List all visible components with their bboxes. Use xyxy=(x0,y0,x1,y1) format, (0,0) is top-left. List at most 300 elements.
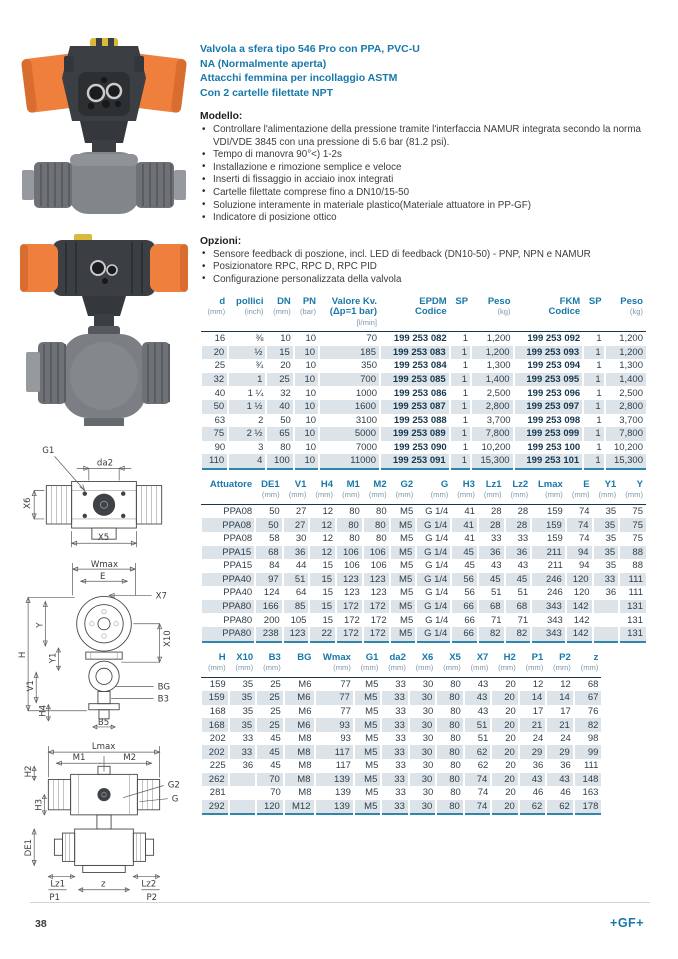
cell: 51 xyxy=(490,587,502,599)
cell: 43 xyxy=(546,773,573,787)
cell: 199 253 085 xyxy=(380,373,450,387)
cell: 131 xyxy=(619,627,646,642)
column-header: G2 (mm) xyxy=(395,478,414,500)
cell: 292 xyxy=(201,800,229,815)
cell: 41 xyxy=(464,506,475,517)
table-row xyxy=(201,454,646,469)
column-header: Lmax (mm) xyxy=(537,478,563,500)
cell: 12 xyxy=(532,678,544,690)
cell: 46 xyxy=(560,787,571,799)
cell: 172 xyxy=(343,614,360,626)
cell: 33 xyxy=(517,533,529,545)
cell: 202 xyxy=(209,733,226,745)
cell: 131 xyxy=(627,614,643,626)
cell: 100 xyxy=(266,454,293,469)
valve-dimension-table xyxy=(200,653,601,816)
table-row xyxy=(201,586,646,600)
table-row xyxy=(201,414,646,428)
cell: PPA40 xyxy=(201,573,255,587)
title-line-1: Valvola a sfera tipo 546 Pro con PPA, PVC-U xyxy=(200,43,420,55)
dimension-drawing-top-view xyxy=(18,438,190,551)
cell: 117 xyxy=(335,760,351,772)
cell: M6 xyxy=(284,691,315,705)
cell: 82 xyxy=(505,627,532,642)
cell: 84 xyxy=(269,560,280,572)
cell: M5 xyxy=(365,678,379,690)
cell: 58 xyxy=(269,533,280,545)
cell: 105 xyxy=(290,614,307,626)
cell: 80 xyxy=(363,518,390,532)
cell: 45 xyxy=(270,760,281,772)
content-column xyxy=(200,42,646,815)
cell: 172 xyxy=(363,627,390,642)
cell: 40 xyxy=(266,400,293,414)
cell: 10 xyxy=(294,373,319,387)
cell: 51 xyxy=(477,733,489,745)
cell: 1 xyxy=(450,373,471,387)
cell: 74 xyxy=(477,787,489,799)
cell: 1 xyxy=(596,414,602,426)
cell: PPA08 xyxy=(223,533,253,545)
cell: 98 xyxy=(587,733,599,745)
cell: 80 xyxy=(450,678,461,690)
dim-label: X5 xyxy=(97,533,110,544)
cell: 159 xyxy=(201,691,229,705)
cell: 20 xyxy=(491,773,518,787)
cell: 93 xyxy=(340,733,351,745)
dim-label: M2 xyxy=(123,753,137,764)
opzioni-heading: Opzioni: xyxy=(200,235,242,247)
table-row xyxy=(201,773,601,787)
cell: 106 xyxy=(336,546,363,560)
cell: 77 xyxy=(340,678,351,690)
bullet-item: • Tempo di manovra 90°<) 1-2s xyxy=(200,149,646,162)
column-header: X6 (mm) xyxy=(415,651,434,673)
cell: 12 xyxy=(322,506,334,517)
cell: 40 xyxy=(214,387,226,399)
cell: 62 xyxy=(464,745,491,759)
bullet-item: • Indicatore di posizione ottico xyxy=(200,212,646,225)
cell: 50 xyxy=(255,518,282,532)
cell: 20 xyxy=(505,733,516,745)
cell: 5000 xyxy=(319,427,380,441)
cell: 148 xyxy=(574,773,602,787)
table-row xyxy=(201,732,601,746)
product-title xyxy=(200,42,646,100)
cell: 66 xyxy=(464,614,475,626)
cell: 10 xyxy=(305,333,317,345)
column-header: G (mm) xyxy=(430,478,449,500)
cell: M5 xyxy=(354,800,381,815)
cell: 80 xyxy=(376,506,387,517)
cell: 111 xyxy=(628,587,643,599)
cell: 10 xyxy=(294,400,319,414)
cell: 35 xyxy=(593,546,620,560)
cell: 35 xyxy=(242,705,254,717)
cell: 25 xyxy=(270,678,281,690)
cell: 199 253 093 xyxy=(514,346,584,360)
cell: M5 xyxy=(390,627,417,642)
table-row xyxy=(201,745,601,759)
cell: 70 xyxy=(270,787,281,799)
column-header: SP xyxy=(455,295,469,307)
column-header: EPDM Codice xyxy=(415,295,447,318)
cell: 199 253 092 xyxy=(527,333,581,345)
cell: 82 xyxy=(574,718,602,732)
cell: 20 xyxy=(505,787,516,799)
cell: 45 xyxy=(464,560,475,572)
cell: M5 xyxy=(390,546,417,560)
cell: 80 xyxy=(436,800,463,815)
cell: 3,700 xyxy=(619,414,643,426)
cell: 45 xyxy=(270,733,281,745)
cell: G 1/4 xyxy=(425,560,449,572)
cell: 80 xyxy=(436,691,463,705)
cell: 1 xyxy=(583,400,604,414)
cell: 45 xyxy=(505,573,532,587)
cell: 20 xyxy=(505,760,516,772)
dim-label: X7 xyxy=(155,591,167,602)
table-row xyxy=(201,386,646,400)
cell: 1 xyxy=(228,373,266,387)
table-row xyxy=(201,441,646,455)
cell: 20 xyxy=(201,346,228,360)
cell: 80 xyxy=(436,773,463,787)
cell: 28 xyxy=(478,518,505,532)
cell: 16 xyxy=(214,333,226,345)
cell: 199 253 083 xyxy=(380,346,450,360)
cell: 185 xyxy=(319,346,380,360)
column-header: DN (mm) xyxy=(273,295,291,317)
cell: 2 xyxy=(258,414,264,426)
dim-label: G xyxy=(171,795,179,806)
cell: 15 xyxy=(309,573,336,587)
table-header-row xyxy=(201,480,646,505)
table-row xyxy=(201,546,646,560)
cell: 35 xyxy=(242,678,254,690)
cell: PPA15 xyxy=(201,546,255,560)
cell: 33 xyxy=(395,760,406,772)
cell: 68 xyxy=(505,600,532,614)
cell: 199 253 082 xyxy=(393,333,447,345)
cell: 71 xyxy=(490,614,502,626)
cell: PPA80 xyxy=(223,614,253,626)
cell: 80 xyxy=(376,533,387,545)
cell: M5 xyxy=(365,733,379,745)
cell: 32 xyxy=(201,373,228,387)
cell: 56 xyxy=(451,573,478,587)
cell: 32 xyxy=(280,387,291,399)
table-row xyxy=(201,504,646,518)
cell: G 1/4 xyxy=(425,506,449,517)
cell: 343 xyxy=(531,627,566,642)
cell: 74 xyxy=(464,773,491,787)
cell: 123 xyxy=(363,573,390,587)
cell: 21 xyxy=(546,718,573,732)
cell: 14 xyxy=(546,691,573,705)
cell: 106 xyxy=(343,560,360,572)
cell: 1 xyxy=(583,427,604,441)
cell: G 1/4 xyxy=(416,600,451,614)
product-photo-valve-side xyxy=(18,234,190,430)
cell: 35 xyxy=(605,533,617,545)
cell: 50 xyxy=(280,414,291,426)
cell: 142 xyxy=(566,600,593,614)
cell: 50 xyxy=(269,506,280,517)
cell: 25 xyxy=(270,705,281,717)
cell: 15 xyxy=(266,346,293,360)
cell: 1 ½ xyxy=(228,400,266,414)
cell: 124 xyxy=(263,587,280,599)
cell: 30 xyxy=(409,718,436,732)
cell: 262 xyxy=(201,773,229,787)
cell: 80 xyxy=(450,787,461,799)
cell: 36 xyxy=(478,546,505,560)
cell: ½ xyxy=(228,346,266,360)
column-header: E (mm) xyxy=(571,478,590,500)
cell: 1 xyxy=(596,441,602,453)
cell: 25 xyxy=(266,373,293,387)
cell: 80 xyxy=(450,733,461,745)
cell: 85 xyxy=(283,600,310,614)
cell: 51 xyxy=(283,573,310,587)
cell: 74 xyxy=(579,506,590,517)
cell: 350 xyxy=(361,360,377,372)
table-row xyxy=(201,573,646,587)
cell: 88 xyxy=(632,560,643,572)
cell: 43 xyxy=(519,773,546,787)
cell: 1 xyxy=(462,387,469,399)
cell: 28 xyxy=(517,506,529,517)
dim-label: Lz2 xyxy=(141,880,157,891)
column-header: Peso (kg) xyxy=(487,295,511,317)
column-header: M2 (mm) xyxy=(368,478,387,500)
cell: 163 xyxy=(582,787,599,799)
title-line-3: Attacchi femmina per incollaggio ASTM xyxy=(200,72,398,84)
cell: 62 xyxy=(546,800,573,815)
cell: 80 xyxy=(450,705,461,717)
cell: PPA80 xyxy=(201,600,255,614)
cell: 199 253 090 xyxy=(393,441,447,453)
column-header: BG xyxy=(297,651,312,663)
cell: 20 xyxy=(491,691,518,705)
cell: 62 xyxy=(519,800,546,815)
cell: 62 xyxy=(477,760,489,772)
cell: 33 xyxy=(242,733,254,745)
cell: 1 xyxy=(583,373,604,387)
column-header: Y1 (mm) xyxy=(598,478,617,500)
cell: 2 ½ xyxy=(228,427,266,441)
cell: 14 xyxy=(519,691,546,705)
table-row xyxy=(201,373,646,387)
column-header: Peso (kg) xyxy=(620,295,643,317)
column-header: da2 (mm) xyxy=(388,651,406,673)
footer-divider xyxy=(30,902,650,903)
cell: 35 xyxy=(593,518,620,532)
cell: 111 xyxy=(619,573,646,587)
table-row xyxy=(201,759,601,773)
cell: 199 253 096 xyxy=(527,387,581,399)
cell: 199 253 089 xyxy=(380,427,450,441)
modello-heading: Modello: xyxy=(200,111,243,122)
left-column xyxy=(18,36,194,903)
cell: 33 xyxy=(395,787,406,799)
cell: M5 xyxy=(354,773,381,787)
cell: 88 xyxy=(619,546,646,560)
cell: 1,400 xyxy=(471,373,513,387)
cell: 3,700 xyxy=(486,414,511,426)
cell: 51 xyxy=(464,718,491,732)
cell: 30 xyxy=(422,678,434,690)
bullet-item: • Controllare l'alimentazione della pressione tramite l'interfaccia NAMUR integrata secondo la norma VDI/VDE 3845 con una pressione di 5.6 bar (81.2 psi). xyxy=(200,124,646,149)
column-header: Lz1 (mm) xyxy=(483,478,502,500)
dim-label: H3 xyxy=(34,799,45,812)
table-row xyxy=(201,346,646,360)
cell: M5 xyxy=(354,691,381,705)
cell: 74 xyxy=(566,518,593,532)
bullet-item: • Posizionatore RPC, RPC D, RPC PID xyxy=(200,261,646,274)
column-header: z (mm) xyxy=(580,651,599,673)
cell: 30 xyxy=(295,533,307,545)
cell: 30 xyxy=(422,705,434,717)
cell: 10 xyxy=(305,387,317,399)
cell: 66 xyxy=(451,600,478,614)
cell: 199 253 094 xyxy=(527,360,581,372)
table-row xyxy=(201,718,601,732)
cell: 159 xyxy=(546,533,563,545)
cell: 12 xyxy=(560,678,571,690)
dim-label: X6 xyxy=(23,497,34,509)
cell: 94 xyxy=(566,546,593,560)
dim-label: E xyxy=(99,572,106,583)
dim-label: B5 xyxy=(97,718,110,729)
cell: 90 xyxy=(214,441,226,453)
cell: 68 xyxy=(255,546,282,560)
cell: 24 xyxy=(532,733,544,745)
dimension-drawing-front-view xyxy=(18,741,190,903)
cell xyxy=(593,613,620,627)
cell: 70 xyxy=(366,333,377,345)
table-row xyxy=(201,400,646,414)
cell: 200 xyxy=(263,614,280,626)
cell: M6 xyxy=(284,718,315,732)
cell: 36 xyxy=(532,760,544,772)
cell: 1 xyxy=(450,346,471,360)
dim-label: V1 xyxy=(26,680,37,692)
cell: 3100 xyxy=(355,414,377,426)
cell: 211 xyxy=(547,560,563,572)
cell: 1 xyxy=(450,427,471,441)
title-line-2: NA (Normalmente aperta) xyxy=(200,57,327,70)
cell: 66 xyxy=(451,627,478,642)
cell: 75 xyxy=(201,427,228,441)
cell: 80 xyxy=(336,518,363,532)
cell: 99 xyxy=(574,745,602,759)
cell: 202 xyxy=(201,745,229,759)
ordering-table xyxy=(200,297,646,470)
cell: 70 xyxy=(256,773,284,787)
cell: 22 xyxy=(309,627,336,642)
cell: 12 xyxy=(309,518,336,532)
cell: G 1/4 xyxy=(416,518,451,532)
cell: 35 xyxy=(229,718,256,732)
gf-logo: +GF+ xyxy=(610,916,644,930)
cell: 7000 xyxy=(355,441,377,453)
cell: 20 xyxy=(505,678,516,690)
cell: 17 xyxy=(532,705,544,717)
cell: 1 xyxy=(583,454,604,469)
cell: 199 253 091 xyxy=(380,454,450,469)
cell: 1,200 xyxy=(486,333,511,345)
cell: PPA80 xyxy=(201,627,255,642)
cell: 44 xyxy=(295,560,307,572)
cell: M5 xyxy=(390,518,417,532)
cell: 33 xyxy=(229,745,256,759)
column-header: DE1 (mm) xyxy=(261,478,280,500)
cell xyxy=(229,800,256,815)
column-header: H2 (mm) xyxy=(498,651,516,673)
table-row xyxy=(201,705,601,719)
cell: 2,800 xyxy=(605,400,646,414)
cell: 33 xyxy=(381,691,408,705)
cell: 41 xyxy=(464,533,475,545)
dim-label: P2 xyxy=(146,893,158,904)
cell: 15,300 xyxy=(605,454,646,469)
cell: 36 xyxy=(505,546,532,560)
table-row xyxy=(201,613,646,627)
cell: M5 xyxy=(365,760,379,772)
cell: 199 253 101 xyxy=(514,454,584,469)
cell: 10 xyxy=(294,454,319,469)
cell: PPA40 xyxy=(223,587,253,599)
cell: 10 xyxy=(305,360,317,372)
cell: 30 xyxy=(422,760,434,772)
cell xyxy=(593,600,620,614)
cell: 74 xyxy=(579,533,590,545)
dim-label: z xyxy=(100,880,106,891)
cell: 20 xyxy=(491,718,518,732)
cell: 168 xyxy=(209,705,226,717)
cell: 199 253 086 xyxy=(393,387,447,399)
column-header: Y (mm) xyxy=(625,478,643,500)
table-row xyxy=(201,600,646,614)
dim-label: DE1 xyxy=(24,839,35,857)
cell: 142 xyxy=(566,627,593,642)
cell: 12 xyxy=(322,533,334,545)
cell: 172 xyxy=(336,600,363,614)
dim-label: Lmax xyxy=(91,742,116,753)
cell: 28 xyxy=(505,518,532,532)
modello-bullet-list xyxy=(200,124,646,225)
cell: 10 xyxy=(294,346,319,360)
table-row xyxy=(201,691,601,705)
cell: 106 xyxy=(363,546,390,560)
cell: 1,200 xyxy=(471,346,513,360)
cell: 15 xyxy=(322,614,334,626)
column-header: FKM Codice xyxy=(548,295,581,318)
dim-label: X10 xyxy=(162,630,173,648)
cell: 33 xyxy=(381,800,408,815)
cell: 56 xyxy=(464,587,475,599)
cell: ⅜ xyxy=(255,333,264,345)
cell: M5 xyxy=(365,705,379,717)
cell: 43 xyxy=(517,560,529,572)
cell: 225 xyxy=(209,760,226,772)
cell: 123 xyxy=(343,587,360,599)
cell: 27 xyxy=(295,506,307,517)
cell: 7,800 xyxy=(471,427,513,441)
cell: 199 253 084 xyxy=(393,360,447,372)
